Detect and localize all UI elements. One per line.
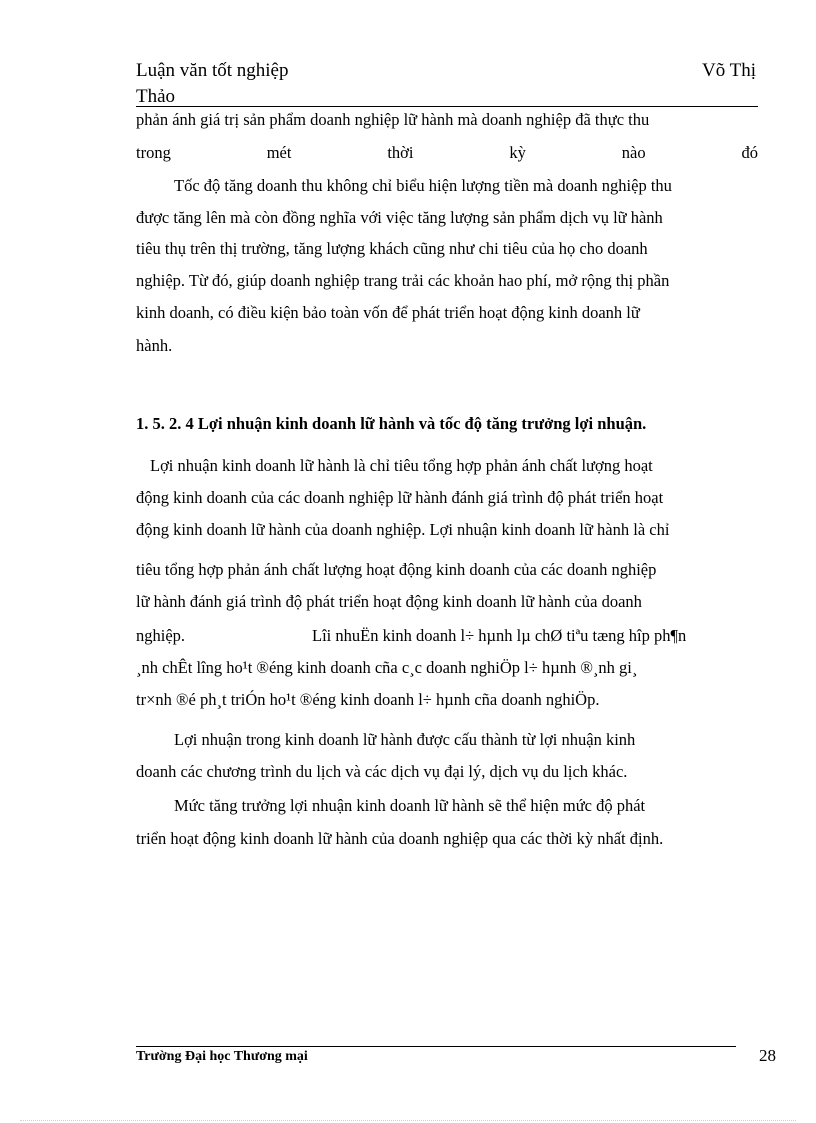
- body-line: lữ hành đánh giá trình độ phát triển hoạt động kinh doanh lữ hành của doanh: [136, 592, 642, 611]
- body-line: tiêu thụ trên thị trường, tăng lượng khách cũng như chi tiêu của họ cho doanh: [136, 239, 648, 258]
- body-line: Lợi nhuận trong kinh doanh lữ hành được cấu thành từ lợi nhuận kinh: [174, 730, 636, 749]
- garbled-text: Lîi nhuËn kinh doanh l÷ hµnh lµ chØ tiªu tæng hîp ph¶n: [312, 626, 687, 645]
- section-heading: 1. 5. 2. 4 Lợi nhuận kinh doanh lữ hành và tốc độ tăng trưởng lợi nhuận.: [136, 414, 647, 433]
- body-line: doanh các chương trình du lịch và các dịch vụ đại lý, dịch vụ du lịch khác.: [136, 762, 628, 781]
- word: nào: [621, 143, 646, 162]
- body-line: động kinh doanh lữ hành của doanh nghiệp. Lợi nhuận kinh doanh lữ hành là chỉ: [136, 520, 670, 539]
- body-line: Mức tăng trưởng lợi nhuận kinh doanh lữ hành sẽ thể hiện mức độ phát: [174, 796, 646, 815]
- body-line: kinh doanh, có điều kiện bảo toàn vốn để phát triển hoạt động kinh doanh lữ: [136, 303, 640, 322]
- header-author-surname-cont: Thảo: [136, 86, 176, 107]
- page-edge-dotted-line: [20, 1120, 796, 1121]
- body-line: được tăng lên mà còn đồng nghĩa với việc tăng lượng sản phẩm dịch vụ lữ hành: [136, 208, 663, 227]
- word: thời: [387, 143, 414, 162]
- body-line-spaced: [136, 143, 758, 163]
- body-line: triển hoạt động kinh doanh lữ hành của doanh nghiệp qua các thời kỳ nhất định.: [136, 829, 664, 848]
- body-line: [136, 110, 758, 130]
- footer-school-name: Trường Đại học Thương mại: [136, 1049, 308, 1064]
- body-line: Tốc độ tăng doanh thu không chỉ biểu hiện lượng tiền mà doanh nghiệp thu: [174, 176, 672, 195]
- body-text: phản ánh giá trị sản phẩm doanh nghiệp lữ hành mà doanh nghiệp đã thực thu: [136, 110, 650, 129]
- body-line: nghiệp. Từ đó, giúp doanh nghiệp trang trải các khoản hao phí, mở rộng thị phần: [136, 271, 670, 290]
- word: kỳ: [509, 143, 526, 162]
- body-line: hành.: [136, 336, 173, 355]
- garbled-line: ¸nh chÊt lîng ho¹t ®éng kinh doanh cña c¸c doanh nghiÖp l÷ hµnh ®¸nh gi¸: [136, 658, 638, 677]
- word: trong: [136, 143, 171, 162]
- word: đó: [741, 143, 758, 162]
- body-text: nghiệp.: [136, 626, 186, 645]
- body-line: động kinh doanh của các doanh nghiệp lữ hành đánh giá trình độ phát triển hoạt: [136, 488, 664, 507]
- page-number: 28: [759, 1046, 776, 1065]
- running-header-title: [136, 58, 289, 110]
- body-line-mixed: [136, 626, 758, 646]
- header-author-name: Võ Thị: [701, 60, 756, 81]
- garbled-line: tr×nh ®é ph¸t triÓn ho¹t ®éng kinh doanh l÷ hµnh cña doanh nghiÖp.: [136, 690, 600, 709]
- word: mét: [266, 143, 292, 162]
- body-line: tiêu tổng hợp phản ánh chất lượng hoạt động kinh doanh của các doanh nghiệp: [136, 560, 657, 579]
- body-line: Lợi nhuận kinh doanh lữ hành là chỉ tiêu tổng hợp phản ánh chất lượng hoạt: [150, 456, 653, 475]
- header-divider: [136, 106, 758, 107]
- header-thesis-label: Luận văn tốt nghiệp: [136, 60, 289, 81]
- footer-divider: [136, 1046, 736, 1047]
